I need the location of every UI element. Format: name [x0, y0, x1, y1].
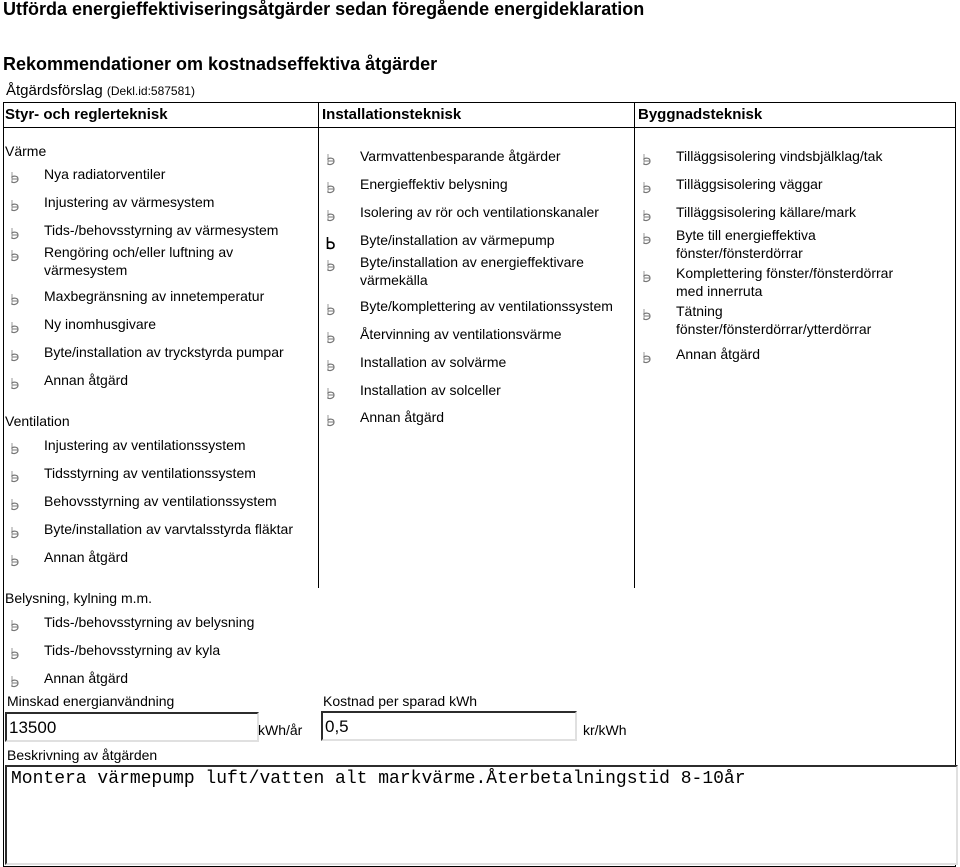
unchecked-box-icon[interactable] — [642, 208, 652, 221]
checkbox-label: Återvinning av ventilationsvärme — [360, 326, 562, 342]
unchecked-box-icon[interactable] — [642, 231, 652, 244]
section-title: Rekommendationer om kostnadseffektiva åtgärder — [3, 54, 438, 74]
unchecked-box-icon[interactable] — [10, 497, 20, 510]
cost-input[interactable]: 0,5 — [321, 711, 577, 741]
unchecked-box-icon[interactable] — [642, 180, 652, 193]
checkbox-label: Tilläggsisolering källare/mark — [676, 204, 856, 220]
checkbox-label: Maxbegränsning av innetemperatur — [44, 288, 265, 304]
unchecked-box-icon[interactable] — [10, 441, 20, 454]
description-label: Beskrivning av åtgärden — [7, 747, 158, 763]
checkbox-label: Injustering av ventilationssystem — [44, 437, 246, 453]
checkbox-label: Annan åtgärd — [44, 549, 129, 565]
unchecked-box-icon[interactable] — [326, 386, 336, 399]
checkbox-label: Annan åtgärd — [360, 409, 445, 425]
checkbox-label: Rengöring och/eller luftning av värmesystem — [44, 244, 234, 278]
checkbox-label: Annan åtgärd — [44, 372, 129, 388]
checkbox-label: Nya radiatorventiler — [44, 166, 166, 182]
checkbox-label: Byte till energieffektiva fönster/fönsterdörrar — [676, 227, 816, 261]
proposal-line — [6, 82, 195, 99]
energy-input[interactable]: 13500 — [5, 712, 259, 742]
unchecked-box-icon[interactable] — [10, 226, 20, 239]
checkbox-label: Tätning fönster/fönsterdörrar/ytterdörrar — [676, 303, 872, 337]
column-divider-1 — [318, 102, 319, 588]
checkbox-label: Tids-/behovsstyrning av belysning — [44, 614, 255, 630]
unchecked-box-icon[interactable] — [10, 198, 20, 211]
description-textarea[interactable]: Montera värmepump luft/vatten alt markvärme.Återbetalningstid 8-10år — [5, 765, 958, 865]
checkbox-label: Isolering av rör och ventilationskanaler — [360, 204, 599, 220]
cost-unit: kr/kWh — [583, 722, 627, 738]
column-header-building: Byggnadsteknisk — [638, 106, 763, 123]
checkbox-label: Tilläggsisolering väggar — [676, 176, 823, 192]
column-divider-2 — [634, 102, 635, 588]
proposal-label: Åtgärdsförslag — [6, 82, 103, 99]
unchecked-box-icon[interactable] — [642, 350, 652, 363]
checkbox-label: Byte/installation av varvtalsstyrda fläktar — [44, 521, 293, 537]
checkbox-label: Annan åtgärd — [676, 346, 761, 362]
checkbox-label: Installation av solceller — [360, 382, 501, 398]
header-divider — [3, 127, 956, 128]
unchecked-box-icon[interactable] — [10, 320, 20, 333]
checkbox-label: Komplettering fönster/fönsterdörrar med innerruta — [676, 265, 894, 299]
unchecked-box-icon[interactable] — [326, 152, 336, 165]
unchecked-box-icon[interactable] — [326, 302, 336, 315]
checked-box-icon[interactable] — [326, 236, 336, 249]
unchecked-box-icon[interactable] — [10, 248, 20, 261]
checkbox-label: Annan åtgärd — [44, 670, 129, 686]
unchecked-box-icon[interactable] — [326, 258, 336, 271]
energy-unit: kWh/år — [258, 722, 303, 738]
unchecked-box-icon[interactable] — [10, 348, 20, 361]
unchecked-box-icon[interactable] — [326, 330, 336, 343]
heading-belysning: Belysning, kylning m.m. — [5, 590, 153, 606]
unchecked-box-icon[interactable] — [326, 180, 336, 193]
checkbox-label: Byte/komplettering av ventilationssystem — [360, 298, 613, 314]
checkbox-label: Byte/installation av tryckstyrda pumpar — [44, 344, 284, 360]
heading-varme: Värme — [5, 143, 47, 159]
unchecked-box-icon[interactable] — [326, 208, 336, 221]
unchecked-box-icon[interactable] — [10, 553, 20, 566]
unchecked-box-icon[interactable] — [10, 376, 20, 389]
checkbox-label: Varmvattenbesparande åtgärder — [360, 148, 561, 164]
checkbox-label: Byte/installation av energieffektivare värmekälla — [360, 254, 584, 288]
checkbox-label: Tids-/behovsstyrning av värmesystem — [44, 222, 279, 238]
unchecked-box-icon[interactable] — [10, 170, 20, 183]
unchecked-box-icon[interactable] — [642, 307, 652, 320]
cost-label: Kostnad per sparad kWh — [323, 693, 478, 709]
proposal-id: (Dekl.id:587581) — [106, 84, 195, 98]
heading-ventilation: Ventilation — [5, 413, 70, 429]
energy-label: Minskad energianvändning — [7, 693, 175, 709]
unchecked-box-icon[interactable] — [326, 358, 336, 371]
checkbox-label: Byte/installation av värmepump — [360, 232, 555, 248]
checkbox-label: Ny inomhusgivare — [44, 316, 157, 332]
unchecked-box-icon[interactable] — [10, 674, 20, 687]
checkbox-label: Behovsstyrning av ventilationssystem — [44, 493, 277, 509]
unchecked-box-icon[interactable] — [10, 646, 20, 659]
unchecked-box-icon[interactable] — [10, 469, 20, 482]
column-header-control: Styr- och reglerteknisk — [5, 106, 168, 123]
unchecked-box-icon[interactable] — [10, 292, 20, 305]
checkbox-label: Installation av solvärme — [360, 354, 507, 370]
checkbox-label: Injustering av värmesystem — [44, 194, 215, 210]
checkbox-label: Tids-/behovsstyrning av kyla — [44, 642, 221, 658]
unchecked-box-icon[interactable] — [10, 618, 20, 631]
checkbox-label: Tidsstyrning av ventilationssystem — [44, 465, 256, 481]
unchecked-box-icon[interactable] — [326, 413, 336, 426]
unchecked-box-icon[interactable] — [10, 525, 20, 538]
checkbox-label: Tilläggsisolering vindsbjälklag/tak — [676, 148, 883, 164]
unchecked-box-icon[interactable] — [642, 152, 652, 165]
checkbox-label: Energieffektiv belysning — [360, 176, 508, 192]
page-title: Utförda energieffektiviseringsåtgärder sedan föregående energideklaration — [3, 0, 645, 19]
column-header-installation: Installationsteknisk — [322, 106, 462, 123]
unchecked-box-icon[interactable] — [642, 269, 652, 282]
